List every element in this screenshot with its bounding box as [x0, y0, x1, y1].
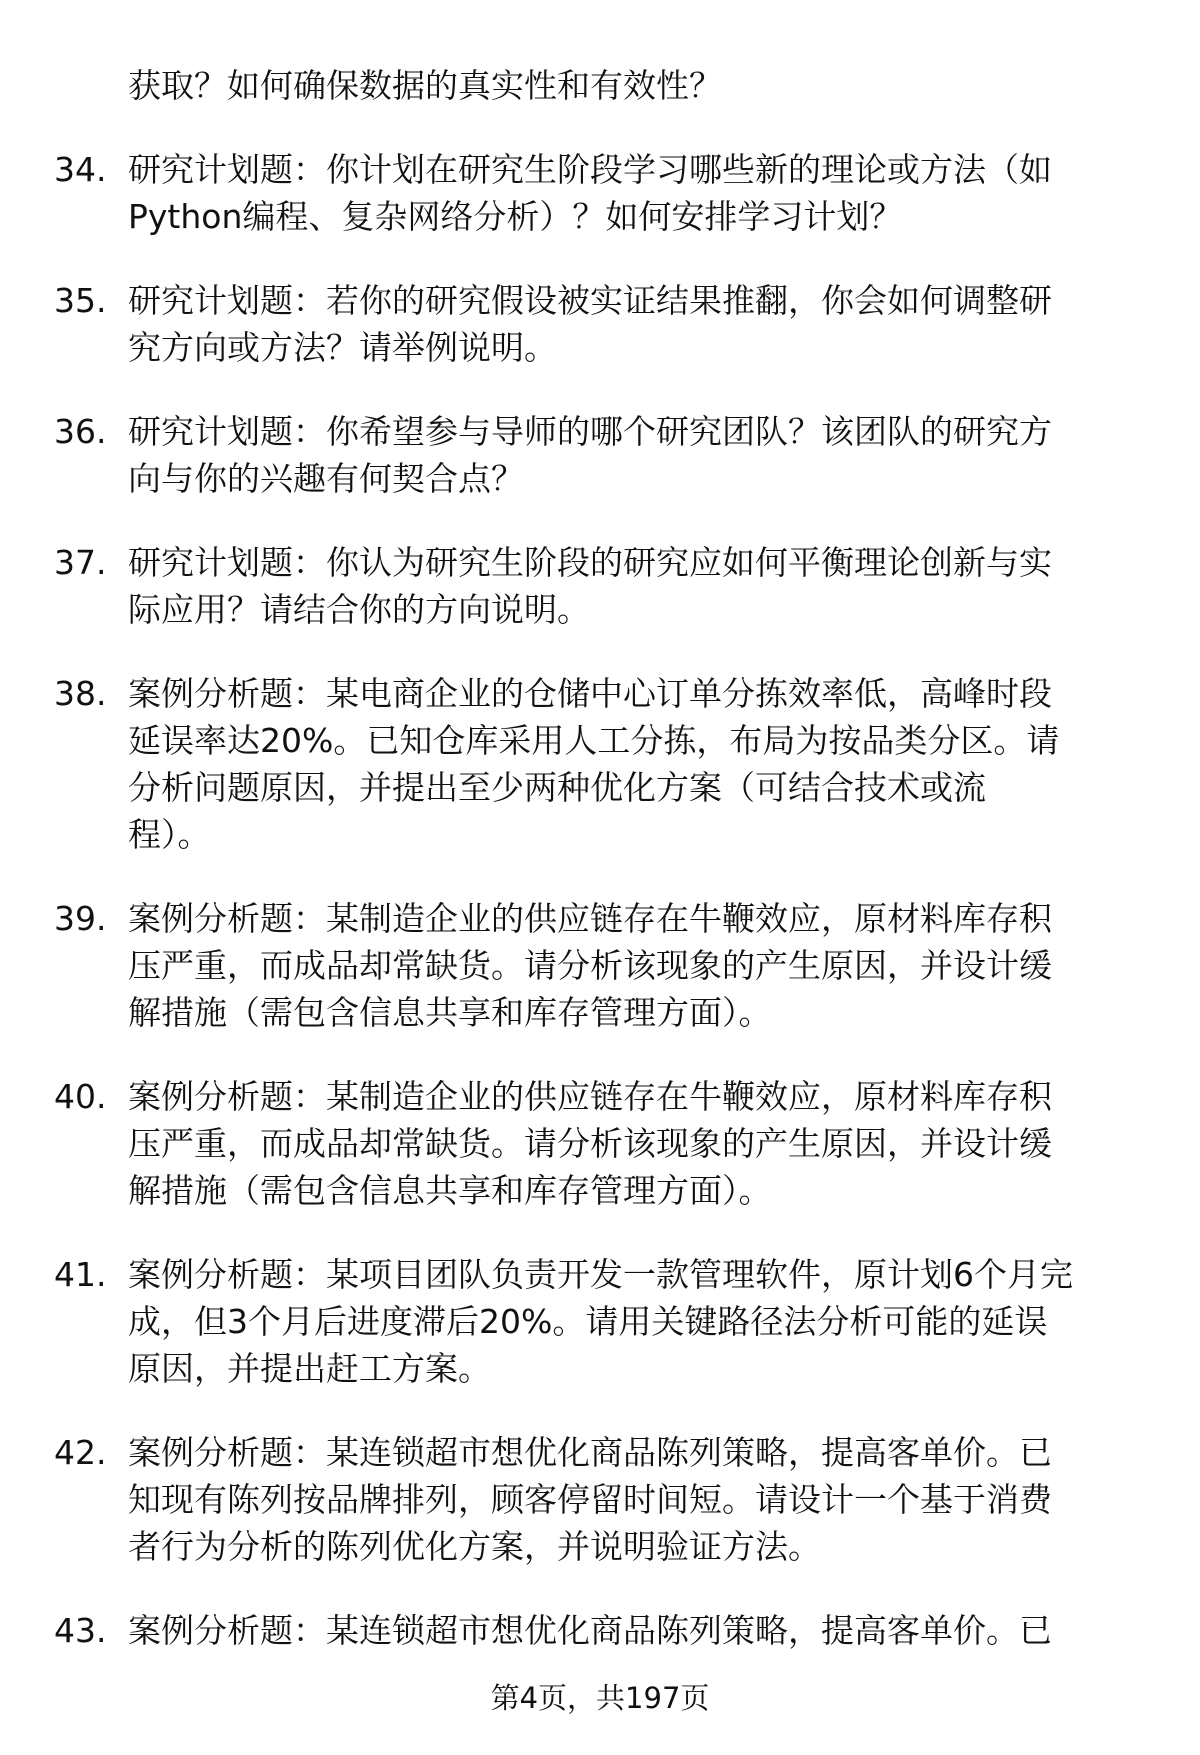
- question-text: [128, 539, 1052, 633]
- question-number: 37.: [54, 543, 107, 582]
- question-number: 39.: [54, 899, 107, 938]
- document-page: [0, 62, 1200, 1654]
- question-text: [128, 895, 1052, 1036]
- question-text-line: 知现有陈列按品牌排列，顾客停留时间短。请设计一个基于消费: [128, 1480, 1052, 1519]
- question-number: 42.: [54, 1433, 107, 1472]
- question-text-line: Python编程、复杂网络分析）？如何安排学习计划？: [128, 197, 903, 236]
- question-text-line: 研究计划题：你计划在研究生阶段学习哪些新的理论或方法（如: [128, 150, 1052, 189]
- question-text: [128, 146, 1052, 240]
- question-number: 36.: [54, 412, 107, 451]
- question-number: 34.: [54, 150, 107, 189]
- question-text-line: 研究计划题：若你的研究假设被实证结果推翻，你会如何调整研: [128, 281, 1052, 320]
- question-item: [0, 277, 1200, 371]
- question-text-line: 解措施（需包含信息共享和库存管理方面）。: [128, 1171, 772, 1210]
- question-item: [0, 1607, 1200, 1654]
- question-text: [128, 670, 1059, 858]
- question-text: [128, 277, 1052, 371]
- question-number: 41.: [54, 1255, 107, 1294]
- question-text-line: 案例分析题：某项目团队负责开发一款管理软件，原计划6个月完: [128, 1255, 1073, 1294]
- question-text-line: 延误率达20%。已知仓库采用人工分拣，布局为按品类分区。请: [128, 721, 1060, 760]
- question-text-line: 分析问题原因，并提出至少两种优化方案（可结合技术或流: [128, 768, 986, 807]
- question-text-line: 解措施（需包含信息共享和库存管理方面）。: [128, 993, 772, 1032]
- question-text: [128, 1073, 1052, 1214]
- question-text-line: 成，但3个月后进度滞后20%。请用关键路径法分析可能的延误: [128, 1302, 1048, 1341]
- question-text-line: 向与你的兴趣有何契合点？: [128, 459, 524, 498]
- question-text-line: 压严重，而成品却常缺货。请分析该现象的产生原因，并设计缓: [128, 1124, 1052, 1163]
- question-text-line: 究方向或方法？请举例说明。: [128, 328, 557, 367]
- question-text-line: 压严重，而成品却常缺货。请分析该现象的产生原因，并设计缓: [128, 946, 1052, 985]
- question-item: [0, 670, 1200, 858]
- question-list: [0, 146, 1200, 1654]
- question-item: [0, 895, 1200, 1036]
- question-text-line: 程）。: [128, 815, 211, 854]
- question-text-line: 原因，并提出赶工方案。: [128, 1349, 491, 1388]
- question-item: [0, 1429, 1200, 1570]
- question-item: [0, 539, 1200, 633]
- continued-question-text: 获取？如何确保数据的真实性和有效性？: [128, 66, 722, 105]
- question-item: [0, 1251, 1200, 1392]
- question-number: 40.: [54, 1077, 107, 1116]
- question-text-line: 案例分析题：某制造企业的供应链存在牛鞭效应，原材料库存积: [128, 1077, 1052, 1116]
- question-text-line: 案例分析题：某制造企业的供应链存在牛鞭效应，原材料库存积: [128, 899, 1052, 938]
- question-number: 38.: [54, 674, 107, 713]
- question-text-line: 研究计划题：你希望参与导师的哪个研究团队？该团队的研究方: [128, 412, 1052, 451]
- question-item: [0, 1073, 1200, 1214]
- question-number: 35.: [54, 281, 107, 320]
- question-number: 43.: [54, 1611, 107, 1650]
- question-text-line: 案例分析题：某连锁超市想优化商品陈列策略，提高客单价。已: [128, 1433, 1052, 1472]
- question-text: [128, 408, 1052, 502]
- question-text: [128, 1251, 1073, 1392]
- question-text-line: 研究计划题：你认为研究生阶段的研究应如何平衡理论创新与实: [128, 543, 1052, 582]
- question-text: [128, 1429, 1052, 1570]
- question-item: [0, 408, 1200, 502]
- question-item: [0, 146, 1200, 240]
- question-text-line: 案例分析题：某电商企业的仓储中心订单分拣效率低，高峰时段: [128, 674, 1052, 713]
- page-footer: 第4页，共197页: [490, 1681, 710, 1715]
- question-text: [128, 1607, 1052, 1654]
- question-text-line: 者行为分析的陈列优化方案，并说明验证方法。: [128, 1527, 821, 1566]
- question-text-line: 案例分析题：某连锁超市想优化商品陈列策略，提高客单价。已: [128, 1611, 1052, 1650]
- question-text-line: 际应用？请结合你的方向说明。: [128, 590, 590, 629]
